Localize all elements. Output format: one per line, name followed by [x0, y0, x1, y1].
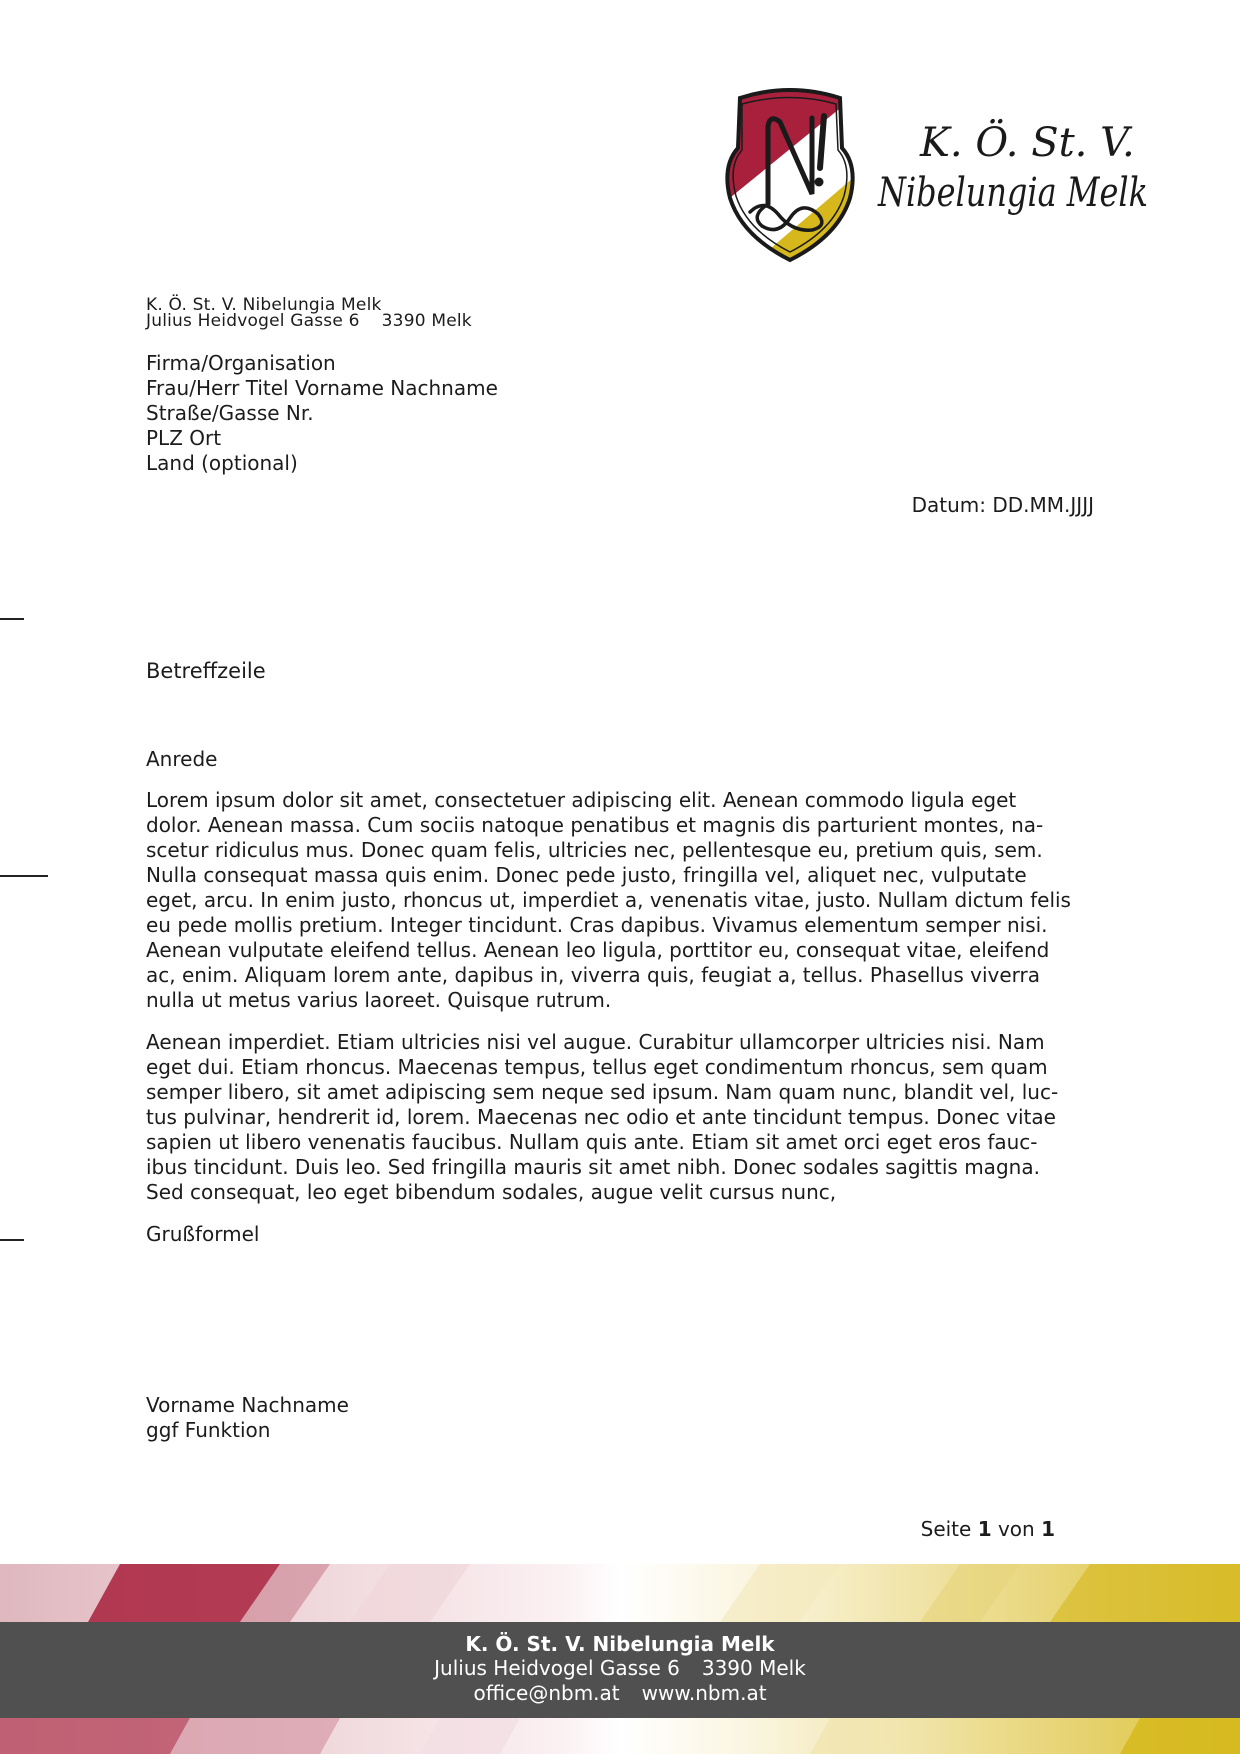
footer-stripe-band-top: [0, 1564, 1240, 1622]
body-line: ibus tincidunt. Duis leo. Sed fringilla mauris sit amet nibh. Donec sodales sagittis magna.: [146, 1155, 1040, 1179]
body-line: Lorem ipsum dolor sit amet, consectetuer adipiscing elit. Aenean commodo ligula eget: [146, 788, 1017, 812]
recipient-address: [146, 351, 498, 476]
footer-address: [0, 1656, 1240, 1681]
page-prefix: Seite: [920, 1517, 972, 1541]
logo-line-1: K. Ö. St. V.: [920, 120, 1135, 166]
body-line: tus pulvinar, hendrerit id, lorem. Maecenas nec odio et ante tincidunt tempus. Donec vitae: [146, 1105, 1056, 1129]
sender-city: 3390 Melk: [381, 311, 472, 331]
body-line: eget, arcu. In enim justo, rhoncus ut, imperdiet a, venenatis vitae, justo. Nullam dictum felis: [146, 888, 1071, 912]
sender-address: [146, 313, 472, 330]
body-line: sapien ut libero venenatis faucibus. Nullam quis ante. Etiam sit amet orci eget eros fauc-: [146, 1130, 1038, 1154]
page-sep: von: [997, 1517, 1035, 1541]
body-line: Nulla consequat massa quis enim. Donec pede justo, fringilla vel, aliquet nec, vulputate: [146, 863, 1027, 887]
recipient-line: Straße/Gasse Nr.: [146, 401, 314, 425]
footer-stripe-band-bottom: [0, 1718, 1240, 1754]
body-line: semper libero, sit amet adipiscing sem neque sed ipsum. Nam quam nunc, blandit vel, luc-: [146, 1080, 1059, 1104]
closing-formula: Grußformel: [146, 1222, 260, 1246]
footer-city: 3390 Melk: [701, 1656, 806, 1680]
logo-wordmark: [868, 112, 1158, 222]
footer-contact: [0, 1681, 1240, 1706]
recipient-line: PLZ Ort: [146, 426, 222, 450]
punch-mark: [0, 875, 48, 877]
page-total: 1: [1041, 1517, 1055, 1541]
signature-block: [146, 1393, 349, 1443]
page-current: 1: [977, 1517, 992, 1541]
body-line: eu pede mollis pretium. Integer tincidunt. Cras dapibus. Vivamus elementum semper nisi.: [146, 913, 1048, 937]
subject-line: Betreffzeile: [146, 659, 266, 683]
recipient-line: Firma/Organisation: [146, 351, 336, 375]
recipient-line: Land (optional): [146, 451, 298, 475]
footer-web-link[interactable]: www.nbm.at: [641, 1681, 767, 1705]
signer-name: Vorname Nachname: [146, 1393, 349, 1417]
sender-name: K. Ö. St. V. Nibelungia Melk: [146, 295, 382, 315]
page-number: [921, 1517, 1055, 1541]
footer-email-link[interactable]: office@nbm.at: [473, 1681, 620, 1705]
body-paragraph-1: [146, 788, 1094, 1013]
logo-line-2: Nibelungia Melk: [877, 170, 1148, 216]
body-line: ac, enim. Aliquam lorem ante, dapibus in, viverra quis, feugiat a, tellus. Phasellus viverra: [146, 963, 1041, 987]
letter-date: Datum: DD.MM.JJJJ: [911, 493, 1094, 517]
body-line: Aenean vulputate eleifend tellus. Aenean leo ligula, porttitor eu, consequat vitae, eleifend: [146, 938, 1050, 962]
fold-mark-bottom: [0, 1239, 24, 1241]
crest-logo-icon: [720, 86, 860, 266]
sender-street: Julius Heidvogel Gasse 6: [146, 311, 360, 331]
body-paragraph-2: [146, 1030, 1094, 1205]
body-line: dolor. Aenean massa. Cum sociis natoque penatibus et magnis dis parturient montes, na-: [146, 813, 1044, 837]
body-line: eget dui. Etiam rhoncus. Maecenas tempus, tellus eget condimentum rhoncus, sem quam: [146, 1055, 1048, 1079]
footer-street: Julius Heidvogel Gasse 6: [434, 1656, 680, 1680]
salutation: Anrede: [146, 747, 218, 771]
footer-org-name: K. Ö. St. V. Nibelungia Melk: [465, 1632, 775, 1656]
signer-function: ggf Funktion: [146, 1418, 271, 1442]
recipient-line: Frau/Herr Titel Vorname Nachname: [146, 376, 498, 400]
body-line: Aenean imperdiet. Etiam ultricies nisi vel augue. Curabitur ullamcorper ultricies nisi. Nam: [146, 1030, 1045, 1054]
body-line: scetur ridiculus mus. Donec quam felis, ultricies nec, pellentesque eu, pretium quis, sem.: [146, 838, 1043, 862]
body-line: nulla ut metus varius laoreet. Quisque rutrum.: [146, 988, 612, 1012]
fold-mark-top: [0, 618, 24, 620]
body-line: Sed consequat, leo eget bibendum sodales, augue velit cursus nunc,: [146, 1180, 837, 1204]
footer-contact-bar: [0, 1622, 1240, 1718]
